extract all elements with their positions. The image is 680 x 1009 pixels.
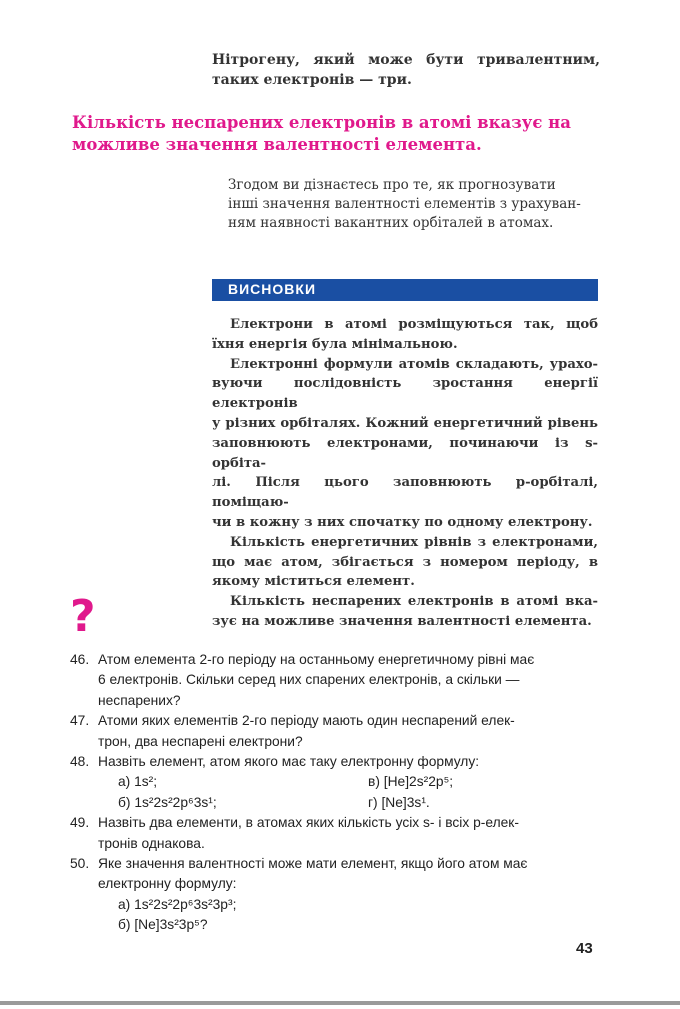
intro-line: Нітрогену, який може бути тривалентним, <box>212 52 600 68</box>
question-item <box>70 711 600 752</box>
question-line: електронну формулу: <box>98 876 237 892</box>
answer-options-row <box>98 772 600 792</box>
note-line: інші значення валентності елементів з урахуван- <box>228 196 581 212</box>
question-number: 48. <box>70 754 90 770</box>
conclusion-line: Кількість неспарених електронів в атомі вка- <box>230 594 598 610</box>
question-item <box>70 650 600 711</box>
note-line: Згодом ви дізнаєтесь про те, як прогнозувати <box>228 177 556 193</box>
page-number: 43 <box>576 940 593 957</box>
answer-option: а) 1s²; <box>118 774 158 790</box>
questions-list <box>70 650 600 936</box>
conclusion-line: вуючи послідовність зростання енергії електронів <box>212 376 598 412</box>
question-item <box>70 813 600 854</box>
question-line: Яке значення валентності може мати елемент, якщо його атом має <box>98 856 528 872</box>
answer-option: а) 1s²2s²2p⁶3s²3p³; <box>118 896 237 912</box>
note-paragraph <box>228 176 600 233</box>
question-line: Атоми яких елементів 2-го періоду мають один неспарений елек- <box>98 713 515 729</box>
question-line: неспарених? <box>98 692 181 708</box>
conclusion-line: Кількість енергетичних рівнів з електронами, <box>230 534 598 550</box>
question-number: 49. <box>70 815 90 831</box>
conclusion-line: якому міститься елемент. <box>212 574 415 590</box>
conclusion-line: чи в кожну з них спочатку по одному електрону. <box>212 514 593 530</box>
conclusion-paragraph <box>212 592 598 632</box>
question-item <box>70 752 600 813</box>
question-item <box>70 854 600 936</box>
key-statement-line: Кількість неспарених електронів в атомі вказує на <box>72 113 571 132</box>
bottom-divider <box>0 1001 680 1005</box>
conclusion-line: зує на можливе значення валентності елемента. <box>212 613 592 629</box>
note-line: ням наявності вакантних орбіталей в атомах. <box>228 215 554 231</box>
key-statement <box>72 112 600 156</box>
question-line: Атом елемента 2-го періоду на останньому енергетичному рівні має <box>98 652 535 667</box>
question-line: трон, два неспарені електрони? <box>98 733 303 749</box>
conclusion-line: лі. Після цього заповнюють p-орбіталі, поміщаю- <box>212 475 598 511</box>
conclusion-line: їхня енергія була мінімальною. <box>212 336 458 352</box>
conclusion-line: заповнюють електронами, починаючи із s-орбіта- <box>212 435 598 471</box>
conclusion-line: у різних орбіталях. Кожний енергетичний рівень <box>212 415 598 431</box>
answer-option: б) [Ne]3s²3p⁵? <box>118 917 208 933</box>
question-mark-icon: ? <box>70 591 96 642</box>
conclusions-body <box>212 315 598 632</box>
intro-text <box>212 50 600 90</box>
conclusion-line: Електрони в атомі розміщуються так, щоб <box>230 317 598 332</box>
answer-option: г) [Ne]3s¹. <box>368 794 430 810</box>
question-line: тронів однакова. <box>98 835 205 851</box>
conclusion-paragraph <box>212 533 598 592</box>
conclusion-line: що має атом, збігається з номером періоду, в <box>212 554 598 570</box>
question-number: 50. <box>70 856 90 872</box>
conclusion-paragraph <box>212 315 598 355</box>
conclusion-line: Електронні формули атомів складають, урахо- <box>230 356 598 372</box>
question-line: 6 електронів. Скільки серед них спарених електронів, а скільки — <box>98 672 520 688</box>
intro-line: таких електронів — три. <box>212 72 412 88</box>
answer-options-row <box>98 793 600 813</box>
conclusions-header <box>212 279 598 301</box>
conclusion-paragraph <box>212 355 598 533</box>
question-line: Назвіть два елементи, в атомах яких кількість усіх s- і всіх p-елек- <box>98 815 519 831</box>
answer-option: в) [He]2s²2p⁵; <box>368 774 454 790</box>
question-number: 47. <box>70 713 90 729</box>
conclusions-title: ВИСНОВКИ <box>228 281 317 297</box>
question-line: Назвіть елемент, атом якого має таку електронну формулу: <box>98 754 480 770</box>
key-statement-line: можливе значення валентності елемента. <box>72 135 482 154</box>
answer-option: б) 1s²2s²2p⁶3s¹; <box>118 794 217 810</box>
question-number: 46. <box>70 652 90 667</box>
